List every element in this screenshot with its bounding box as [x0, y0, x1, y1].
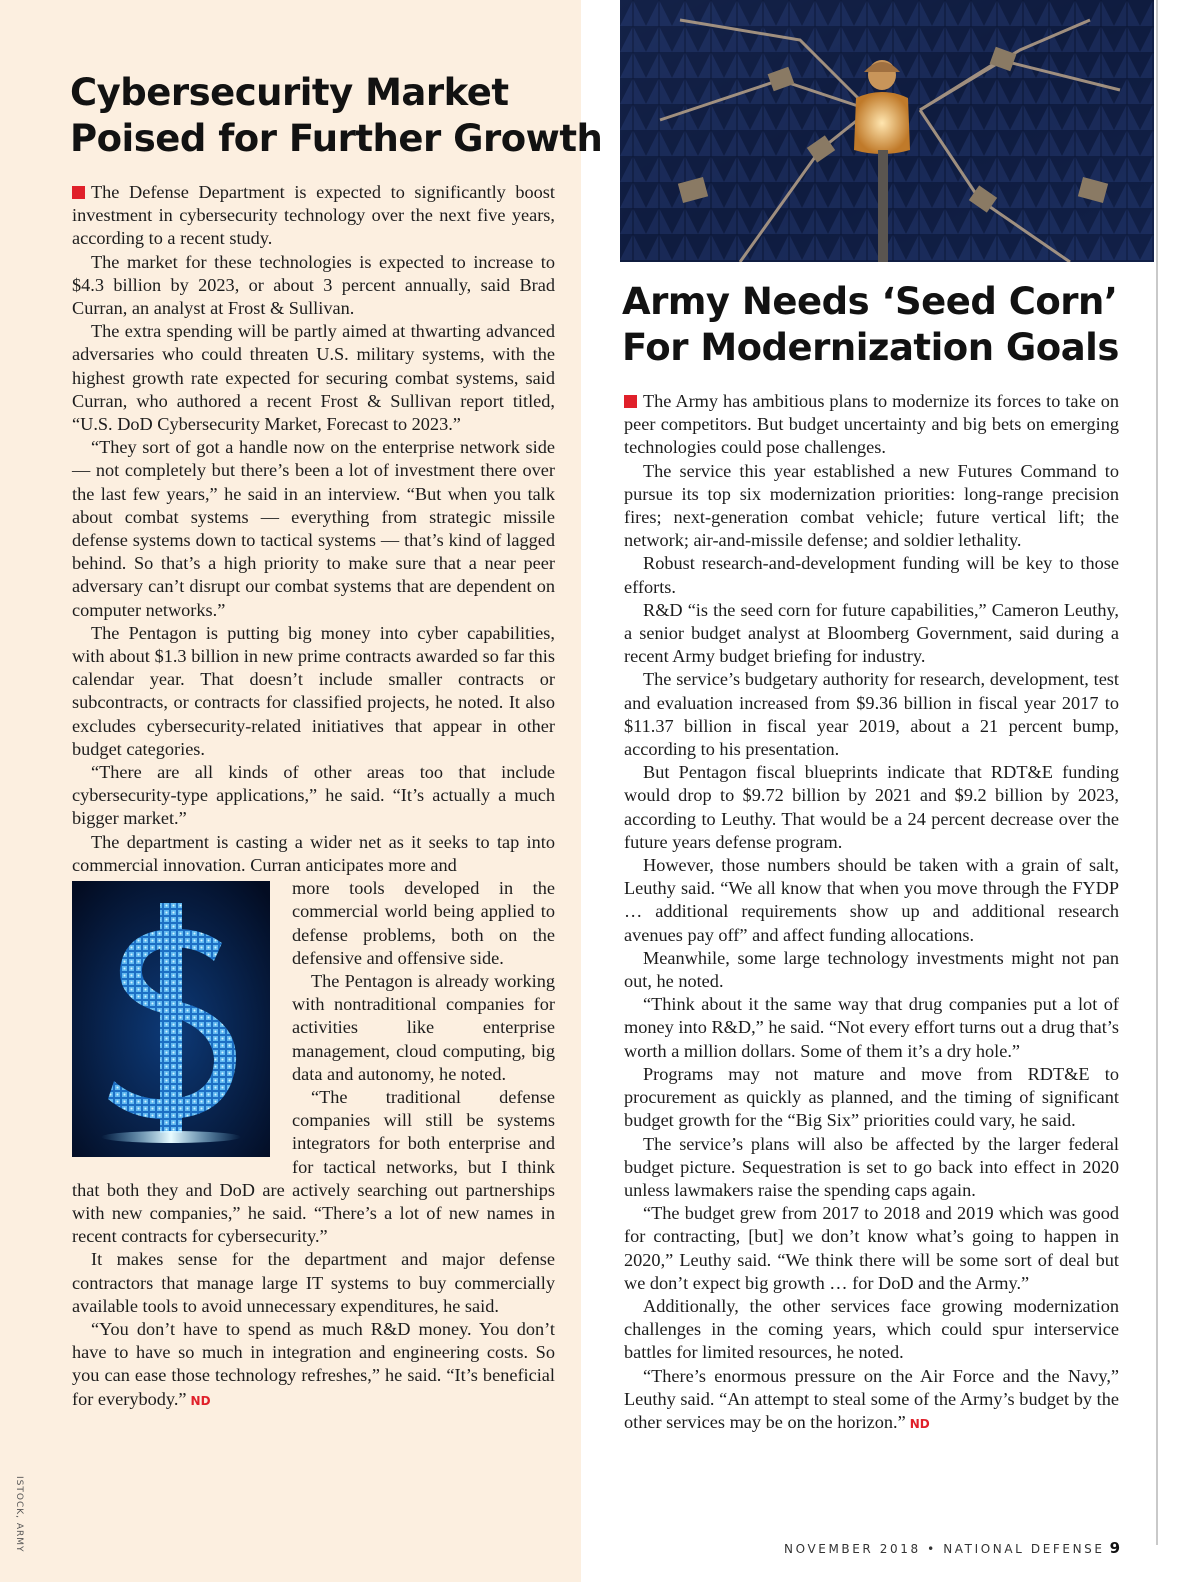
article-paragraph: However, those numbers should be taken with a grain of salt, Leuthy said. “We all know that when you move through the FYDP … additional requirements show up and additional research avenues pay off” and affect funding allocations. — [624, 855, 1119, 945]
right-headline-line-2: For Modernization Goals — [622, 326, 1119, 369]
article-paragraph: “There are all kinds of other areas too that include cybersecurity-type applications,” he said. “It’s actually a much bigger market.” — [72, 762, 555, 829]
nd-end-mark: ND — [909, 1416, 930, 1431]
army-anechoic-chamber-photo — [620, 0, 1154, 262]
article-paragraph: It makes sense for the department and major defense contractors that manage large IT systems to buy commercially available tools to avoid unnecessary expenditures, he said. — [72, 1249, 555, 1316]
right-article-body — [624, 390, 1119, 1436]
left-headline — [70, 70, 602, 162]
photo-credit: ISTOCK, ARMY — [14, 1476, 24, 1553]
article-paragraph: Meanwhile, some large technology investments might not pan out, he noted. — [624, 947, 1119, 992]
article-paragraph: The service this year established a new Futures Command to pursue its top six modernization priorities: long-range precision fires; next-generation combat vehicle; future vertical lift; the network; air-and-missile defense; and soldier lethality. — [624, 460, 1119, 551]
footer-issue-text: NOVEMBER 2018 • NATIONAL DEFENSE — [784, 1542, 1105, 1556]
article-paragraph: Robust research-and-development funding will be key to those efforts. — [624, 553, 1119, 597]
red-square-icon — [72, 186, 85, 199]
left-headline-line-2: Poised for Further Growth — [70, 117, 603, 160]
red-square-icon — [624, 395, 637, 408]
article-paragraph: The Defense Department is expected to significantly boost investment in cybersecurity technology over the next five years, according to a recent study. — [72, 182, 555, 249]
article-paragraph: “There’s enormous pressure on the Air Force and the Navy,” Leuthy said. “An attempt to steal some of the Army’s budget by the other services may be on the horizon.” ND — [624, 1365, 1119, 1432]
article-paragraph: But Pentagon fiscal blueprints indicate that RDT&E funding would drop to $9.72 billion by 2021 and $9.2 billion by 2023, according to Leuthy. That would be a 24 percent decrease over the future years defense program. — [624, 762, 1119, 852]
right-edge-rule — [1156, 0, 1158, 1545]
right-headline-line-1: Army Needs ‘Seed Corn’ — [622, 280, 1118, 323]
article-paragraph: “The budget grew from 2017 to 2018 and 2019 which was good for contracting, [but] we don’t know what’s going to happen in 2020,” Leuthy said. “We think there will be some sort of deal but we don’t expect big growth … for DoD and the Army.” — [624, 1203, 1119, 1293]
article-paragraph: The Army has ambitious plans to modernize its forces to take on peer competitors. But budget uncertainty and big bets on emerging technologies could pose challenges. — [624, 391, 1119, 458]
article-paragraph: The market for these technologies is expected to increase to $4.3 billion by 2023, or about 3 percent annually, said Brad Curran, an analyst at Frost & Sullivan. — [72, 251, 555, 319]
article-paragraph: “The traditional defense companies will still be systems integrators for both enterprise and for tactical networks, but I think that both they and DoD are actively searching out partnerships with new companies,” he said. “There’s a lot of new names in recent contracts for cybersecurity.” — [72, 1086, 555, 1247]
article-paragraph: The department is casting a wider net as it seeks to tap into commercial innovation. Curran anticipates more and — [72, 831, 555, 875]
article-paragraph-continued: more tools developed in the commercial world being applied to defense problems, both on the defensive and offensive side. — [292, 878, 555, 968]
page-footer — [784, 1539, 1120, 1557]
article-paragraph: The Pentagon is putting big money into cyber capabilities, with about $1.3 billion in new prime contracts awarded so far this calendar year. That doesn’t include smaller contracts or subcontracts, or contracts for classified projects, he noted. It also excludes cybersecurity-related initiatives that appear in other budget categories. — [72, 622, 555, 759]
article-paragraph: “They sort of got a handle now on the enterprise network side — not completely but there’s been a lot of investment there over the last few years,” he said in an interview. “But when you talk about combat systems — everything from strategic missile defense systems down to tactical systems — that’s kind of lagged behind. So that’s a high priority to make sure that a near peer adversary can’t disrupt our combat systems that are dependent on computer networks.” — [72, 437, 555, 620]
article-paragraph: The extra spending will be partly aimed at thwarting advanced adversaries who could threaten U.S. military systems, with the highest growth rate expected for securing combat systems, said Curran, who authored a recent Frost & Sullivan report titled, “U.S. DoD Cybersecurity Market, Forecast to 2023.” — [72, 321, 555, 435]
article-paragraph: Additionally, the other services face growing modernization challenges in the coming years, which could spur interservice battles for limited resources, he noted. — [624, 1295, 1119, 1363]
digital-dollar-sign-image — [72, 881, 270, 1157]
article-paragraph: “Think about it the same way that drug companies put a lot of money into R&D,” he said. “Not every effort turns out a drug that’s worth a million dollars. Some of them it’s a dry hole.” — [624, 994, 1119, 1061]
article-paragraph: “You don’t have to spend as much R&D money. You don’t have to have so much in integration and engineering costs. So you can ease those technology refreshes,” he said. “It’s beneficial for everybody.” ND — [72, 1318, 555, 1409]
left-article-body — [72, 181, 555, 1413]
article-paragraph: The service’s plans will also be affected by the larger federal budget picture. Sequestration is set to go back into effect in 2020 unless lawmakers raise the spending caps again. — [624, 1133, 1119, 1200]
left-headline-line-1: Cybersecurity Market — [70, 71, 509, 114]
article-paragraph: R&D “is the seed corn for future capabilities,” Cameron Leuthy, a senior budget analyst at Bloomberg Government, said during a recent Army budget briefing for industry. — [624, 599, 1119, 667]
right-headline — [622, 279, 1119, 371]
page-number: 9 — [1109, 1539, 1120, 1557]
article-paragraph: The service’s budgetary authority for research, development, test and evaluation increased from $9.36 billion in fiscal year 2017 to $11.37 billion in fiscal year 2019, about a 21 percent bump, according to his presentation. — [624, 669, 1119, 760]
nd-end-mark: ND — [190, 1393, 211, 1408]
article-paragraph: The Pentagon is already working with nontraditional companies for activities like enterprise management, cloud computing, big data and autonomy, he noted. — [292, 970, 555, 1084]
article-paragraph: Programs may not mature and move from RDT&E to procurement as quickly as planned, and the timing of significant budget growth for the “Big Six” priorities could vary, he said. — [624, 1063, 1119, 1131]
